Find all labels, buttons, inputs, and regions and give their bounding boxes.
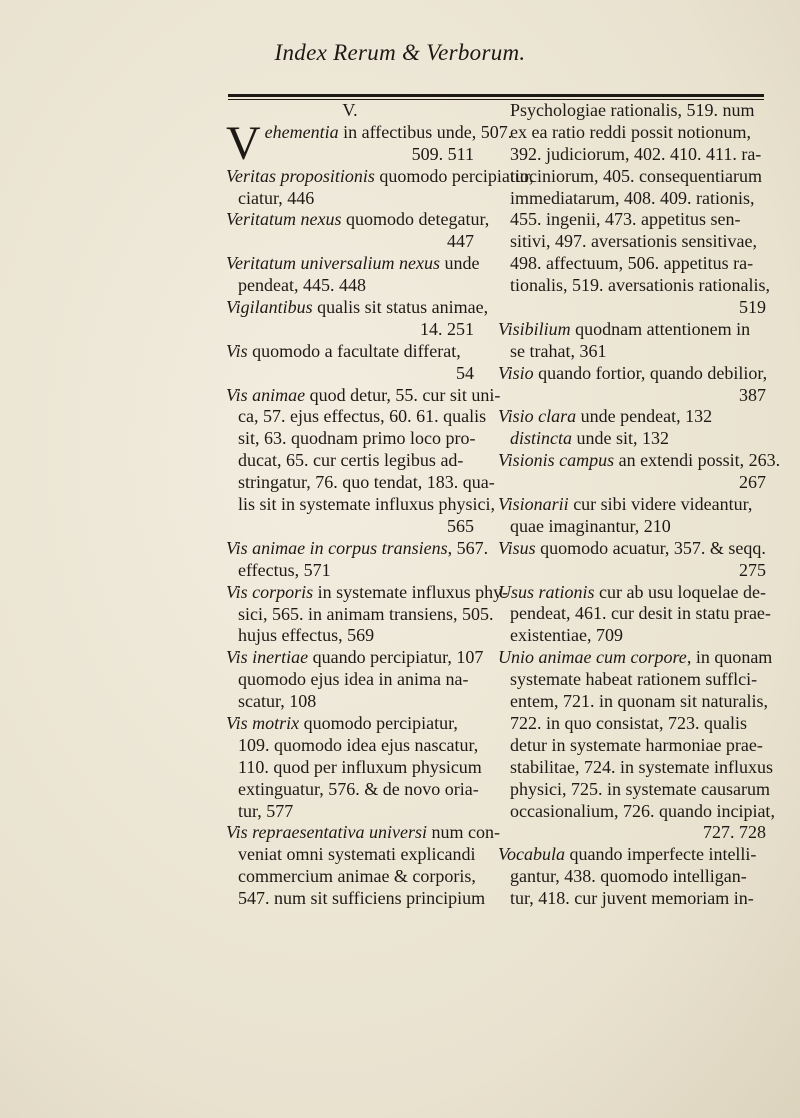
index-term: Usus rationis — [498, 581, 595, 602]
index-line: quomodo ejus idea in anima na- — [238, 669, 469, 690]
index-term: Vis inertiae — [226, 647, 309, 668]
index-line: ex ea ratio reddi possit notionum, — [510, 121, 751, 142]
index-line: 447 — [447, 231, 474, 252]
index-term: Vocabula — [498, 844, 565, 865]
index-line: commercium animae & corporis, — [238, 866, 476, 887]
index-term: Vis animae in corpus transiens — [226, 537, 448, 558]
index-line: 392. judiciorum, 402. 410. 411. ra- — [510, 143, 762, 164]
index-term: Visionis campus — [498, 450, 615, 471]
index-line: Vis animae quod detur, 55. cur sit uni- — [226, 384, 501, 405]
index-line: sitivi, 497. aversationis sensitivae, — [510, 231, 757, 252]
index-line: Vehementia in affectibus unde, 507. — [226, 116, 513, 170]
index-line: Veritas propositionis quomodo percipiatur, — [226, 165, 534, 186]
index-line: tiociniorum, 405. consequentiarum — [510, 165, 762, 186]
index-line: 387 — [739, 384, 766, 405]
index-line: Psychologiae rationalis, 519. num — [510, 100, 755, 120]
index-line: 509. 511 — [411, 143, 474, 164]
index-line: 455. ingenii, 473. appetitus sen- — [510, 209, 741, 230]
index-term: Visio clara — [498, 406, 577, 427]
index-line: stabilitae, 724. in systemate influxus — [510, 756, 773, 777]
index-line: entem, 721. in quonam sit naturalis, — [510, 691, 768, 712]
index-line: Visio clara unde pendeat, 132 — [498, 406, 713, 427]
index-line: Visionis campus an extendi possit, 263. — [498, 450, 781, 471]
index-line: effectus, 571 — [238, 559, 331, 580]
index-line: tionalis, 519. aversationis rationalis, — [510, 275, 770, 296]
index-line: 267 — [739, 472, 766, 493]
index-line: 109. quomodo idea ejus nascatur, — [238, 734, 479, 755]
index-line: Vis repraesentativa universi num con- — [226, 822, 500, 843]
index-term: Veritatum nexus — [226, 209, 342, 230]
index-line: extinguatur, 576. & de novo oria- — [238, 778, 479, 799]
index-line: 727. 728 — [703, 822, 766, 843]
drop-cap: V — [226, 116, 261, 170]
index-line: distincta unde sit, 132 — [510, 428, 669, 449]
right-column — [498, 100, 781, 910]
index-line: Vis corporis in systemate influxus phy- — [226, 581, 509, 602]
index-line: detur in systemate harmoniae prae- — [510, 734, 763, 755]
index-line: Visionarii cur sibi videre videantur, — [498, 494, 753, 515]
index-line: Vis inertiae quando percipiatur, 107 — [226, 647, 484, 668]
index-line: Unio animae cum corpore, in quonam — [498, 647, 773, 668]
index-line: immediatarum, 408. 409. rationis, — [510, 187, 755, 208]
index-line: Veritatum universalium nexus unde — [226, 253, 480, 274]
index-line: 519 — [739, 297, 766, 318]
index-line: 498. affectuum, 506. appetitus ra- — [510, 253, 754, 274]
index-line: hujus effectus, 569 — [238, 625, 375, 646]
index-line: V. — [342, 100, 358, 120]
index-line: stringatur, 76. quo tendat, 183. qua- — [238, 472, 495, 493]
index-line: Vis animae in corpus transiens, 567. — [226, 537, 489, 558]
index-line: tur, 418. cur juvent memoriam in- — [510, 888, 754, 909]
index-line: 547. num sit sufficiens principium — [238, 888, 486, 909]
index-term: Vis motrix — [226, 712, 300, 733]
header-rule-thick — [228, 94, 764, 97]
index-term: Visionarii — [498, 494, 569, 515]
index-term: Veritas propositionis — [226, 165, 375, 186]
index-line: occasionalium, 726. quando incipiat, — [510, 800, 775, 821]
index-line: 110. quod per influxum physicum — [238, 756, 482, 777]
index-line: 54 — [456, 362, 474, 383]
index-line: sici, 565. in animam transiens, 505. — [238, 603, 494, 624]
index-term: Veritatum universalium nexus — [226, 253, 440, 274]
index-line: physici, 725. in systemate causarum — [510, 778, 770, 799]
index-line: Vis motrix quomodo percipiatur, — [226, 712, 458, 733]
index-line: 565 — [447, 515, 474, 536]
index-term: distincta — [510, 428, 572, 449]
index-line: ca, 57. ejus effectus, 60. 61. qualis — [238, 406, 487, 427]
index-line: pendeat, 461. cur desit in statu prae- — [510, 603, 771, 624]
index-line: pendeat, 445. 448 — [238, 275, 366, 296]
index-line: scatur, 108 — [238, 691, 317, 712]
index-term: Visibilium — [498, 318, 571, 339]
index-line: Vocabula quando imperfecte intelli- — [498, 844, 757, 865]
index-line: systemate habeat rationem sufflci- — [510, 669, 758, 690]
index-term: Vis repraesentativa universi — [226, 822, 427, 843]
index-line: Vigilantibus qualis sit status animae, — [226, 297, 489, 318]
index-line: Vis quomodo a facultate differat, — [226, 340, 461, 361]
index-line: tur, 577 — [238, 800, 294, 821]
running-header: Index Rerum & Verborum. — [274, 40, 526, 65]
index-line: 275 — [739, 559, 766, 580]
index-line: se trahat, 361 — [510, 340, 607, 361]
index-line: ducat, 65. cur certis legibus ad- — [238, 450, 464, 471]
index-line: ciatur, 446 — [238, 187, 315, 208]
index-term: Vigilantibus — [226, 297, 313, 318]
index-line: 722. in quo consistat, 723. qualis — [510, 712, 747, 733]
index-line: lis sit in systemate influxus physici, — [238, 494, 495, 515]
index-term: Visus — [498, 537, 536, 558]
index-line: existentiae, 709 — [510, 625, 623, 646]
index-term: Unio animae cum corpore — [498, 647, 687, 668]
index-term: ehementia — [264, 121, 339, 142]
index-term: Visio — [498, 362, 534, 383]
index-term: Vis — [226, 340, 248, 361]
index-line: 14. 251 — [420, 318, 474, 339]
index-line: Veritatum nexus quomodo detegatur, — [226, 209, 490, 230]
index-term: Vis corporis — [226, 581, 314, 602]
index-line: sit, 63. quodnam primo loco pro- — [238, 428, 476, 449]
index-term: Vis animae — [226, 384, 306, 405]
index-line: quae imaginantur, 210 — [510, 515, 671, 536]
index-line: gantur, 438. quomodo intelligan- — [510, 866, 747, 887]
index-line: veniat omni systemati explicandi — [238, 844, 476, 865]
index-line: Visibilium quodnam attentionem in — [498, 318, 751, 339]
index-line: Usus rationis cur ab usu loquelae de- — [498, 581, 766, 602]
index-line: Visio quando fortior, quando debilior, — [498, 362, 768, 383]
index-line: Visus quomodo acuatur, 357. & seqq. — [498, 537, 766, 558]
